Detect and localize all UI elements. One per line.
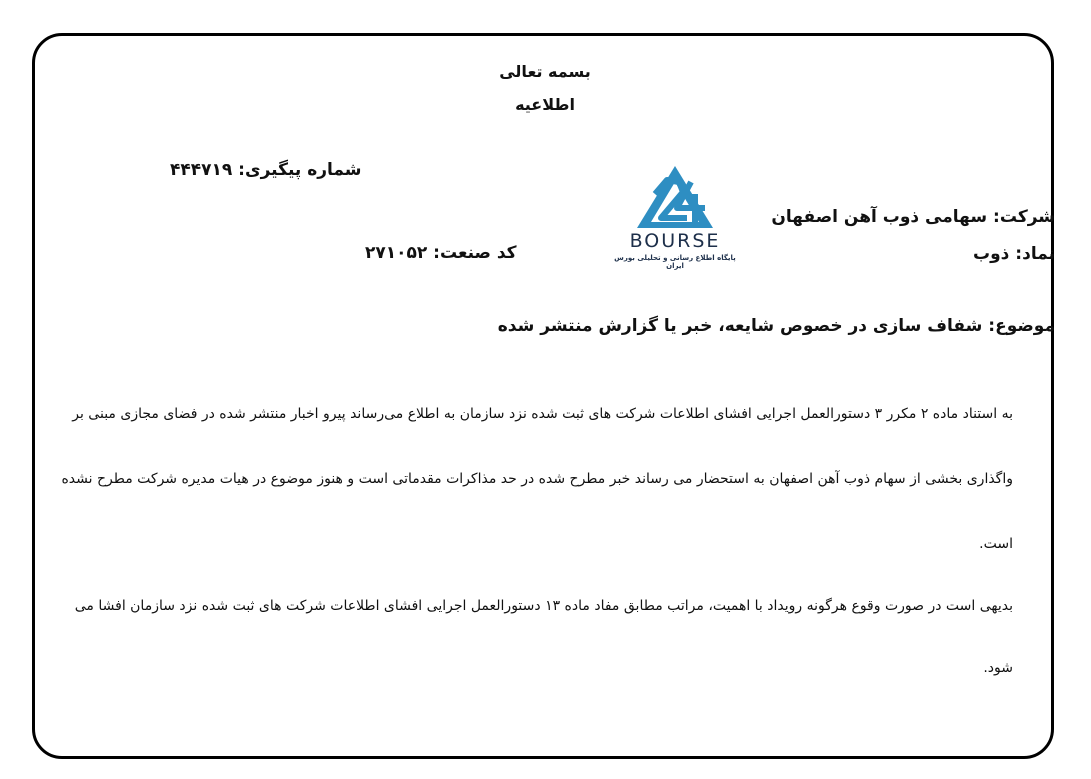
company-name: شرکت: سهامی ذوب آهن اصفهان (771, 207, 1055, 227)
document-frame (32, 33, 1054, 759)
body-line: واگذاری بخشی از سهام ذوب آهن اصفهان به استحضار می رساند خبر مطرح شده در حد مذاکرات مقدماتی است و هنوز موضوع در هیات مدیره شرکت مطرح نشده (61, 471, 1013, 487)
basmala-heading: بسمه تعالی (499, 62, 591, 81)
body-line: است. (979, 536, 1013, 552)
tracking-number: شماره پیگیری: ۴۴۴۷۱۹ (170, 160, 362, 180)
body-line: بدیهی است در صورت وقوع هرگونه رویداد با اهمیت، مراتب مطابق مفاد ماده ۱۳ دستورالعمل اجرایی افشای اطلاعات شرکت های ثبت شده نزد سازمان افشا می (74, 598, 1013, 614)
body-line: به استناد ماده ۲ مکرر ۳ دستورالعمل اجرایی افشای اطلاعات شرکت های ثبت شده نزد سازمان به اطلاع می‌رساند پیرو اخبار منتشر شده در فضای مجازی مبنی بر (72, 406, 1013, 422)
bourse-logo (605, 160, 745, 272)
ticker-symbol: نماد: ذوب (973, 244, 1055, 264)
logo-tagline: پایگاه اطلاع رسانی و تحلیلی بورس ایران (614, 254, 736, 270)
bourse-logo-icon (605, 160, 745, 235)
subject-line: موضوع: شفاف سازی در خصوص شایعه، خبر یا گزارش منتشر شده (497, 316, 1055, 336)
logo-wordmark: BOURSE (629, 230, 721, 252)
body-line: شود. (983, 660, 1013, 676)
notice-title: اطلاعیه (515, 95, 575, 114)
industry-code: کد صنعت: ۲۷۱۰۵۲ (365, 243, 517, 263)
